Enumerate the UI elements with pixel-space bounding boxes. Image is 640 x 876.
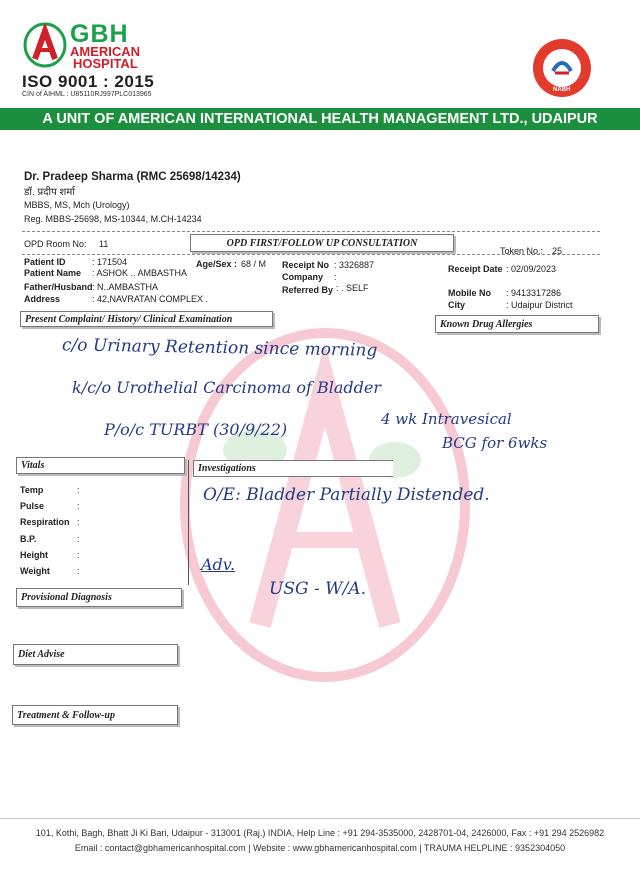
doctor-degrees: MBBS, MS, Mch (Urology) xyxy=(24,200,130,210)
diagnosis-section-header: Provisional Diagnosis xyxy=(16,588,182,607)
referred-by-value: : . SELF xyxy=(336,283,369,293)
company-value: : xyxy=(334,272,337,282)
divider xyxy=(22,231,600,232)
handwritten-surgery: P/o/c TURBT (30/9/22) xyxy=(104,420,288,439)
handwritten-bcg: BCG for 6wks xyxy=(442,434,548,452)
patient-name-value: : ASHOK .. AMBASTHA xyxy=(92,268,188,278)
opd-room-label: OPD Room No: xyxy=(24,239,87,249)
father-value: : N..AMBASTHA xyxy=(92,282,159,292)
vital-colon: : xyxy=(77,501,80,511)
vital-label: Weight xyxy=(20,566,50,576)
referred-by-label: Referred By xyxy=(282,285,334,295)
allergies-section-header: Known Drug Allergies xyxy=(435,315,599,333)
address-value: : 42,NAVRATAN COMPLEX . xyxy=(92,294,209,304)
city-label: City xyxy=(448,300,466,310)
logo-hospital-text: HOSPITAL xyxy=(73,56,138,71)
footer-divider xyxy=(0,818,640,819)
vital-colon: : xyxy=(77,485,80,495)
patient-name-label: Patient Name xyxy=(24,268,82,278)
handwritten-complaint: c/o Urinary Retention since morning xyxy=(61,335,378,361)
hospital-logo-icon xyxy=(22,22,68,68)
receipt-date-label: Receipt Date xyxy=(448,264,503,274)
vitals-section-header: Vitals xyxy=(16,457,185,474)
handwritten-examination: O/E: Bladder Partially Distended. xyxy=(203,485,490,505)
iso-certification: ISO 9001 : 2015 xyxy=(22,72,155,91)
vital-colon: : xyxy=(77,550,80,560)
handwritten-history: k/c/o Urothelial Carcinoma of Bladder xyxy=(72,378,381,397)
complaint-section-header: Present Complaint/ History/ Clinical Examination xyxy=(20,311,273,327)
logo-gbh-text: GBH xyxy=(70,20,129,48)
footer-contact: Email : contact@gbhamericanhospital.com | Website : www.gbhamericanhospital.com | TRAUMA HELPLINE : 9352304050 xyxy=(74,843,566,853)
address-label: Address xyxy=(24,294,61,304)
vital-colon: : xyxy=(77,534,80,544)
opd-room-value: 11 xyxy=(99,239,109,249)
vital-label: Temp xyxy=(20,485,44,495)
mobile-label: Mobile No xyxy=(448,288,491,298)
handwritten-advice: USG - W/A. xyxy=(269,579,366,599)
consultation-title: OPD FIRST/FOLLOW UP CONSULTATION xyxy=(190,234,454,252)
receipt-no-value: : 3326887 xyxy=(334,260,375,270)
vertical-divider xyxy=(188,460,189,585)
vital-label: Height xyxy=(20,550,48,560)
doctor-name-hindi: डॉ. प्रदीप शर्मा xyxy=(24,187,75,198)
doctor-name: Dr. Pradeep Sharma (RMC 25698/14234) xyxy=(24,171,241,183)
city-value: : Udaipur District xyxy=(506,300,573,310)
nabh-label: NABH xyxy=(553,87,571,93)
token-value: 25 xyxy=(552,246,563,256)
doctor-registration: Reg. MBBS-25698, MS-10344, M.CH-14234 xyxy=(24,214,202,224)
vital-label: Respiration xyxy=(20,517,70,527)
logo-american-text: AMERICAN xyxy=(70,44,141,59)
age-sex-label: Age/Sex : xyxy=(196,259,238,269)
company-label: Company xyxy=(282,272,324,282)
handwritten-advice-label: Adv. xyxy=(201,555,236,574)
father-label: Father/Husband xyxy=(24,282,93,292)
footer-address: 101, Kothi, Bagh, Bhatt Ji Ki Bari, Udaipur - 313001 (Raj.) INDIA, Help Line : +91 294-3535000, 2428701-04, 2426000, Fax : +91 294 2526982 xyxy=(35,828,605,838)
diet-section-header: Diet Advise xyxy=(13,644,178,665)
investigations-section-header: Investigations xyxy=(193,460,393,477)
divider xyxy=(22,254,600,255)
vital-label: Pulse xyxy=(20,501,45,511)
token-label: Token No.: xyxy=(500,246,544,256)
mobile-value: : 9413317286 xyxy=(506,288,562,298)
cin-number: CIN of AIHML : U85110RJ997PLC013965 xyxy=(22,91,152,98)
vital-colon: : xyxy=(77,517,80,527)
patient-id-label: Patient ID xyxy=(24,257,66,267)
unit-banner-text: A UNIT OF AMERICAN INTERNATIONAL HEALTH MANAGEMENT LTD., UDAIPUR xyxy=(42,111,598,127)
patient-id-value: : 171504 xyxy=(92,257,128,267)
receipt-no-label: Receipt No xyxy=(282,260,330,270)
handwritten-intravesical: 4 wk Intravesical xyxy=(381,410,512,428)
age-sex-value: 68 / M xyxy=(241,259,267,269)
vital-label: B.P. xyxy=(20,534,37,544)
vital-colon: : xyxy=(77,566,80,576)
treatment-section-header: Treatment & Follow-up xyxy=(12,705,178,725)
receipt-date-value: : 02/09/2023 xyxy=(506,264,557,274)
